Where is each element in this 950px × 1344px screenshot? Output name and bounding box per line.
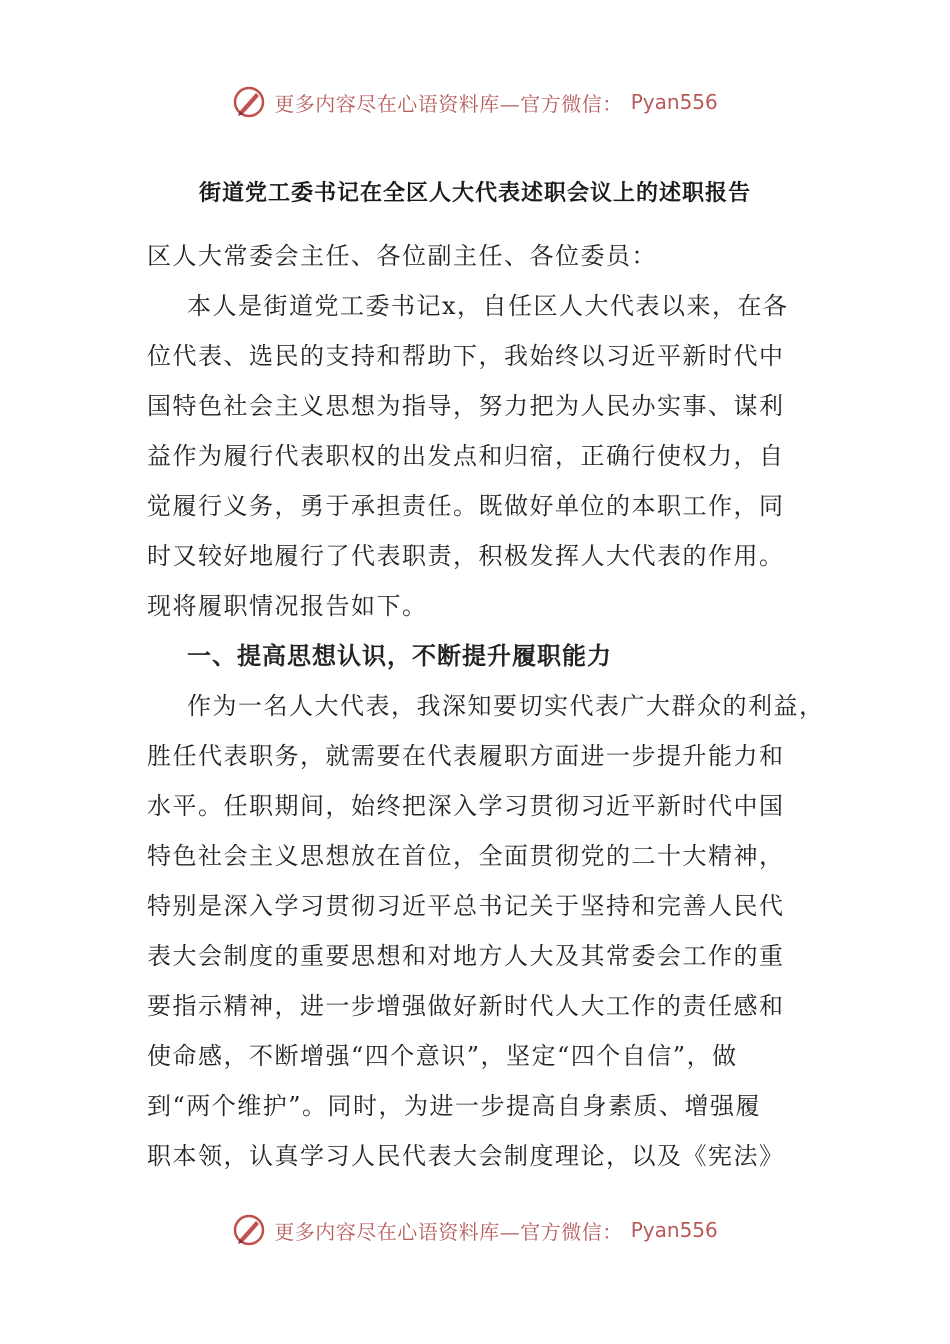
watermark-banner-top <box>0 82 950 122</box>
body-text-line: 作为一名人大代表，我深知要切实代表广大群众的利益， <box>187 692 825 720</box>
watermark-banner-bottom <box>0 1210 950 1250</box>
body-text-line: 到“两个维护”。同时，为进一步提高自身素质、增强履 <box>147 1092 762 1120</box>
body-text-line: 时又较好地履行了代表职责，积极发挥人大代表的作用。 <box>147 542 785 570</box>
body-text-line: 特别是深入学习贯彻习近平总书记关于坚持和完善人民代 <box>147 892 785 920</box>
body-text-line: 特色社会主义思想放在首位，全面贯彻党的二十大精神， <box>147 842 785 870</box>
body-text-line: 使命感，不断增强“四个意识”，坚定“四个自信”，做 <box>147 1042 738 1070</box>
pen-logo-icon <box>232 85 266 119</box>
watermark-wechat-id: Pyan556 <box>630 1218 718 1242</box>
body-text-line: 位代表、选民的支持和帮助下，我始终以习近平新时代中 <box>147 342 785 370</box>
body-text-line: 胜任代表职务，就需要在代表履职方面进一步提升能力和 <box>147 742 785 770</box>
body-text-line: 觉履行义务，勇于承担责任。既做好单位的本职工作，同 <box>147 492 785 520</box>
body-text-line: 本人是街道党工委书记x，自任区人大代表以来，在各 <box>187 292 789 320</box>
body-text-line: 现将履职情况报告如下。 <box>147 592 428 620</box>
body-text-line: 益作为履行代表职权的出发点和归宿，正确行使权力，自 <box>147 442 785 470</box>
section-heading: 一、提高思想认识，不断提升履职能力 <box>187 641 612 670</box>
document-title: 街道党工委书记在全区人大代表述职会议上的述职报告 <box>198 180 751 206</box>
watermark-wechat-id: Pyan556 <box>630 90 718 114</box>
body-text-line: 区人大常委会主任、各位副主任、各位委员： <box>147 242 657 270</box>
body-text-line: 表大会制度的重要思想和对地方人大及其常委会工作的重 <box>147 942 785 970</box>
pen-logo-icon <box>232 1213 266 1247</box>
body-text-line: 国特色社会主义思想为指导，努力把为人民办实事、谋利 <box>147 392 785 420</box>
watermark-text: 更多内容尽在心语资料库—官方微信： <box>274 91 623 116</box>
body-text-line: 职本领，认真学习人民代表大会制度理论，以及《宪法》 <box>147 1142 785 1170</box>
body-text-line: 要指示精神，进一步增强做好新时代人大工作的责任感和 <box>147 992 785 1020</box>
watermark-text: 更多内容尽在心语资料库—官方微信： <box>274 1219 623 1244</box>
body-text-line: 水平。任职期间，始终把深入学习贯彻习近平新时代中国 <box>147 792 785 820</box>
